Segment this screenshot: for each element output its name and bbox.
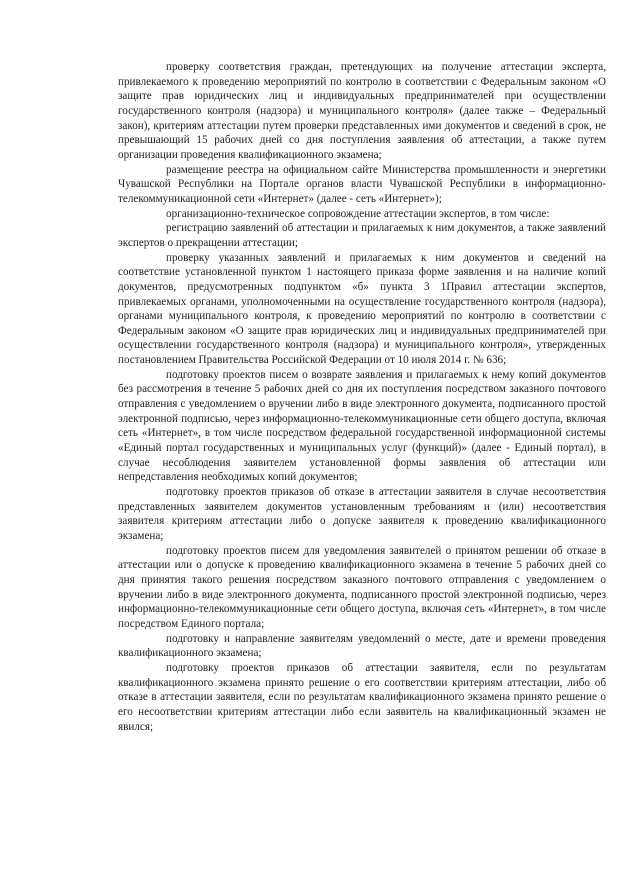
paragraph-decision-notification: подготовку проектов писем для уведомления заявителей о принятом решении об отказе в аттестации или о допуске к проведению квалификационного экзамена в течение 5 рабочих дней со дня принятия такого решения посредством заказного почтового отправления с уведомлением о вручении либо в виде электронного документа, подписанного простой электронной подписью, через информационно-телекоммуникационные сети общего доступа, включая сеть «Интернет», в том числе посредством Единого портала;	[118, 544, 606, 630]
paragraph-organizational-support: организационно-техническое сопровождение аттестации экспертов, в том числе:	[166, 207, 550, 220]
paragraph-application-registration: регистрацию заявлений об аттестации и прилагаемых к ним документов, а также заявлений экспертов о прекращении аттестации;	[118, 222, 606, 249]
paragraph-attestation-orders: подготовку проектов приказов об аттестации заявителя, если по результатам квалификационного экзамена принято решение о его соответствии критериям аттестации, либо об отказе в аттестации заявителя, если по результатам квалификационного экзамена принято решение о его несоответствии критериям аттестации либо если заявитель на квалификационный экзамен не явился;	[118, 661, 606, 733]
paragraph-expert-verification: проверку соответствия граждан, претендующих на получение аттестации эксперта, привлекаемого к проведению мероприятий по контролю в соответствии с Федеральным законом «О защите прав юридических лиц и индивидуальных предпринимателей при осуществлении государственного контроля (надзора) и муниципального контроля» (далее также – Федеральный закон), критериям аттестации путем проверки представленных ими документов и сведений в срок, не превышающий 15 рабочих дней со дня поступления заявления об аттестации, а также путем организации проведения квалификационного экзамена;	[118, 61, 606, 161]
paragraph-refusal-orders: подготовку проектов приказов об отказе в аттестации заявителя в случае несоответствия представленных заявителем документов установленным требованиям и (или) несоответствия заявителя критериям аттестации либо о допуске заявителя к проведению квалификационного экзамена;	[118, 486, 606, 542]
paragraph-application-check: проверку указанных заявлений и прилагаемых к ним документов и сведений на соответствие установленной пунктом 1 настоящего приказа форме заявления и на наличие копий документов, предусмотренных подпунктом «б» пункта 3 1Правил аттестации экспертов, привлекаемых органами, уполномоченными на осуществление государственного контроля (надзора), органами муниципального контроля, к проведению мероприятий по контролю в соответствии с Федеральным законом «О защите прав юридических лиц и индивидуальных предпринимателей при осуществлении государственного контроля (надзора) и муниципального контроля», утвержденных постановлением Правительства Российской Федерации от 10 июля 2014 г. № 636;	[118, 251, 606, 367]
document-page	[118, 60, 606, 734]
paragraph-return-letters: подготовку проектов писем о возврате заявления и прилагаемых к нему копий документов без рассмотрения в течение 5 рабочих дней со дня их поступления посредством заказного почтового отправления с уведомлением о вручении либо в виде электронного документа, подписанного простой электронной подписью, через информационно-телекоммуникационные сети общего доступа, включая сеть «Интернет», в том числе посредством федеральной государственной информационной системы «Единый портал государственных и муниципальных услуг (функций)» (далее - Единый портал), в случае несоблюдения заявителем установленной формы заявления об аттестации или непредставления необходимых копий документов;	[118, 368, 606, 484]
paragraph-registry-publication: размещение реестра на официальном сайте Министерства промышленности и энергетики Чувашской Республики на Портале органов власти Чувашской Республики в информационно-телекоммуникационной сети «Интернет» (далее - сеть «Интернет»);	[118, 163, 606, 205]
paragraph-exam-notification: подготовку и направление заявителям уведомлений о месте, дате и времени проведения квалификационного экзамена;	[118, 632, 606, 660]
